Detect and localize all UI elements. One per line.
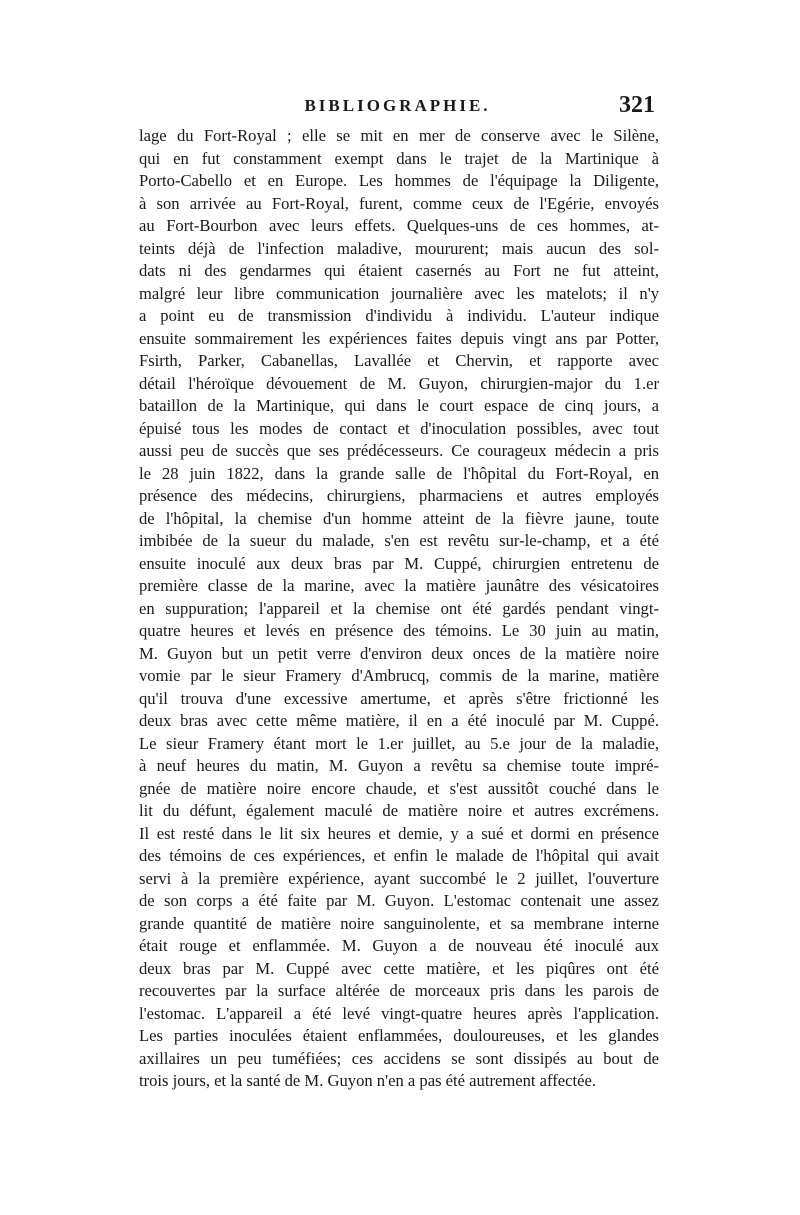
running-head (140, 92, 655, 122)
text-line: ensuite inoculé aux deux bras par M. Cuppé, chirurgien entretenu de (139, 553, 659, 573)
body-text (139, 125, 659, 1093)
text-line: Fsirth, Parker, Cabanellas, Lavallée et Chervin, et rapporte avec (139, 351, 659, 370)
text-line: a point eu de transmission d'individu à individu. L'auteur indique (139, 306, 659, 325)
text-line: qu'il trouva d'une excessive amertume, et après s'être frictionné les (139, 688, 659, 708)
text-line: lage du Fort-Royal ; elle se mit en mer de conserve avec le Silène, (139, 126, 659, 145)
text-line: de l'hôpital, la chemise d'un homme atteint de la fièvre jaune, toute (139, 508, 659, 528)
text-line: servi à la première expérience, ayant succombé le 2 juillet, l'ouverture (139, 868, 659, 888)
text-line: deux bras par M. Cuppé avec cette matière, et les piqûres ont été (139, 958, 659, 978)
text-line: au Fort-Bourbon avec leurs effets. Quelques-uns de ces hommes, at- (139, 216, 659, 235)
text-line: en suppuration; l'appareil et la chemise ont été gardés pendant vingt- (139, 598, 659, 618)
text-line: l'estomac. L'appareil a été levé vingt-quatre heures après l'application. (139, 1003, 659, 1023)
text-line: Porto-Cabello et en Europe. Les hommes de l'équipage la Diligente, (139, 171, 659, 190)
text-line: quatre heures et levés en présence des témoins. Le 30 juin au matin, (139, 621, 659, 640)
text-line: grande quantité de matière noire sanguinolente, et sa membrane interne (139, 913, 659, 933)
text-line: bataillon de la Martinique, qui dans le court espace de cinq jours, a (139, 396, 659, 415)
text-line: trois jours, et la santé de M. Guyon n'en a pas été autrement affectée. (139, 1071, 597, 1090)
text-line: Le sieur Framery étant mort le 1.er juillet, au 5.e jour de la maladie, (139, 733, 659, 753)
text-line: à neuf heures du matin, M. Guyon a revêtu sa chemise toute impré- (139, 756, 659, 775)
text-line: malgré leur libre communication journalière avec les matelots; il n'y (139, 283, 659, 303)
text-line: recouvertes par la surface altérée de morceaux pris dans les parois de (139, 981, 659, 1000)
text-line: gnée de matière noire encore chaude, et s'est aussitôt couché dans le (139, 778, 659, 798)
running-head-title: BIBLIOGRAPHIE. (304, 96, 491, 115)
text-line: teints déjà de l'infection maladive, moururent; mais aucun des sol- (139, 238, 659, 258)
text-line: des témoins de ces expériences, et enfin le malade de l'hôpital qui avait (139, 846, 659, 865)
text-line: Il est resté dans le lit six heures et demie, y a sué et dormi en présence (139, 823, 659, 843)
text-line: le 28 juin 1822, dans la grande salle de l'hôpital du Fort-Royal, en (139, 463, 659, 483)
page-number: 321 (619, 92, 655, 118)
text-line: ensuite sommairement les expériences faites depuis vingt ans par Potter, (139, 328, 659, 348)
text-line: première classe de la marine, avec la matière jaunâtre des vésicatoires (139, 576, 659, 595)
text-line: deux bras avec cette même matière, il en a été inoculé par M. Cuppé. (139, 711, 659, 730)
text-line: présence des médecins, chirurgiens, pharmaciens et autres employés (139, 486, 659, 505)
text-line: à son arrivée au Fort-Royal, furent, comme ceux de l'Egérie, envoyés (139, 193, 659, 213)
text-line: aussi peu de succès que ses prédécesseurs. Ce courageux médecin a pris (139, 441, 659, 460)
text-line: lit du défunt, également maculé de matière noire et autres excrémens. (139, 801, 659, 820)
text-line: imbibée de la sueur du malade, s'en est revêtu sur-le-champ, et a été (139, 531, 659, 550)
text-line: épuisé tous les modes de contact et d'inoculation possibles, avec tout (139, 418, 659, 438)
text-line: était rouge et enflammée. M. Guyon a de nouveau été inoculé aux (139, 936, 659, 955)
text-line: dats ni des gendarmes qui étaient casernés au Fort ne fut atteint, (139, 261, 659, 280)
text-line: de son corps a été faite par M. Guyon. L'estomac contenait une assez (139, 891, 659, 910)
text-line: M. Guyon but un petit verre d'environ deux onces de la matière noire (139, 643, 659, 663)
text-line: axillaires un peu tuméfiées; ces accidens se sont dissipés au bout de (139, 1048, 659, 1068)
text-line: détail l'héroïque dévouement de M. Guyon, chirurgien-major du 1.er (139, 373, 659, 393)
text-line: qui en fut constamment exempt dans le trajet de la Martinique à (139, 148, 659, 168)
text-line: Les parties inoculées étaient enflammées, douloureuses, et les glandes (139, 1026, 659, 1045)
text-line: vomie par le sieur Framery d'Ambrucq, commis de la marine, matière (139, 666, 659, 685)
